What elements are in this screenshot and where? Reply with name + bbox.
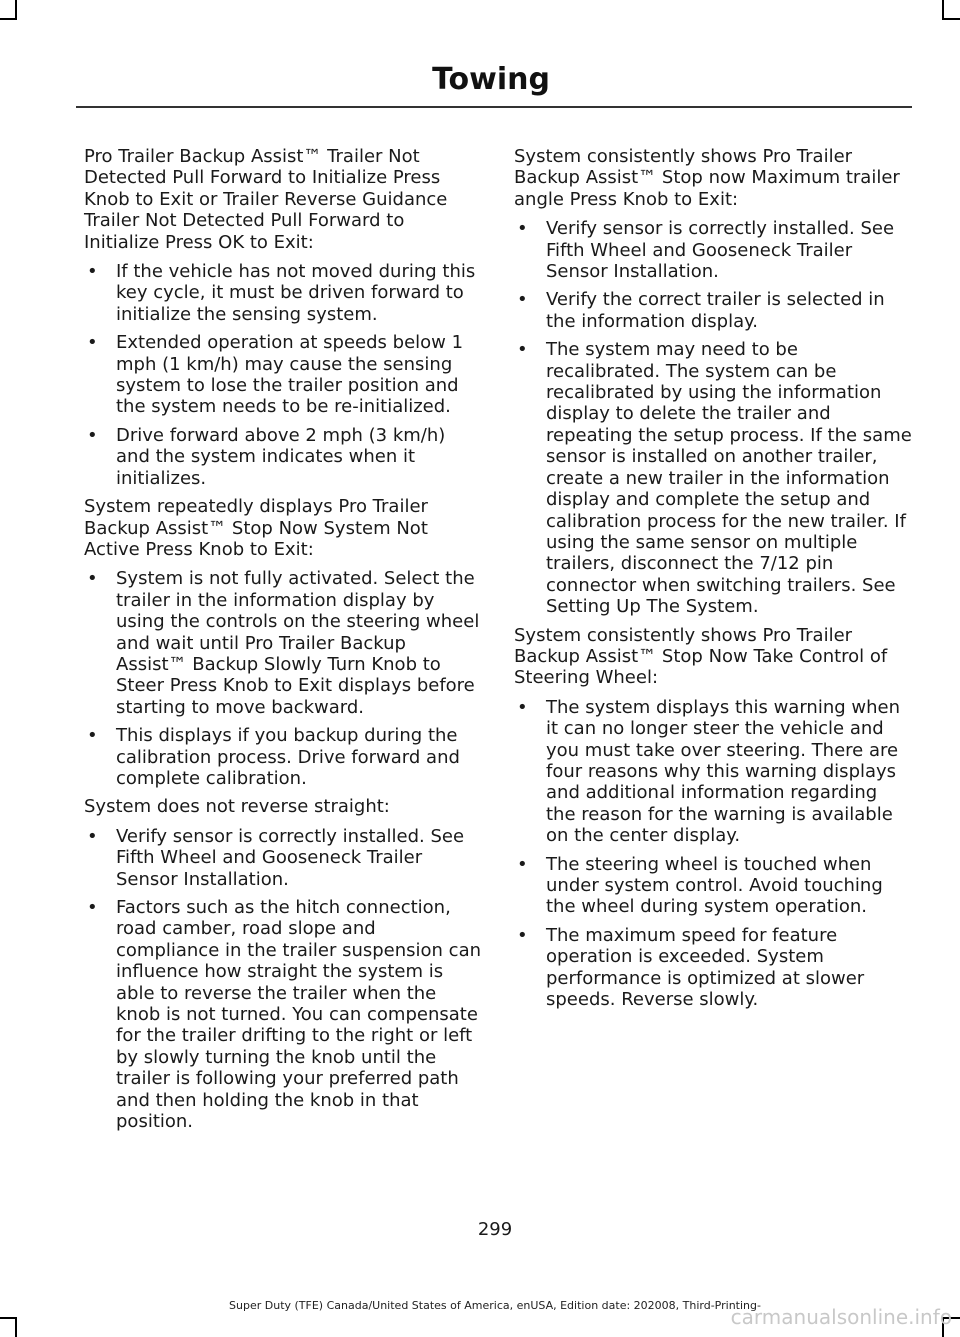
bullet-icon: • [517, 696, 528, 718]
bullet-list [514, 697, 912, 1011]
bullet-icon: • [517, 924, 528, 946]
crop-mark-top-left-h [0, 18, 16, 20]
list-item-text: If the vehicle has not moved during this key cycle, it must be driven forward to initialize the sensing system. [116, 261, 476, 325]
bullet-icon: • [87, 825, 98, 847]
edition-footer: Super Duty (TFE) Canada/United States of America, enUSA, Edition date: 202008, Third-Printing- [229, 1299, 761, 1312]
list-item [514, 925, 912, 1011]
bullet-icon: • [87, 568, 98, 590]
section-heading: Pro Trailer Backup Assist™ Trailer Not Detected Pull Forward to Initialize Press Knob to Exit or Trailer Reverse Guidance Trailer Not Detected Pull Forward to Initialize Press OK to Exit: [84, 146, 448, 253]
bullet-icon: • [517, 289, 528, 311]
crop-mark-top-right-h [943, 18, 960, 20]
right-column [514, 146, 912, 1017]
list-item-text: The system may need to be recalibrated. The system can be recalibrated by using the information display to delete the trailer and repeating the setup process. If the same sensor is installed on another trailer, create a new trailer in the information display and complete the setup and calibration process for the new trailer. If using the same sensor on multiple trailers, disconnect the 7/12 pin connector when switching trailers. See Setting Up The System. [546, 339, 912, 618]
crop-mark-bottom-left-h [0, 1317, 16, 1319]
left-column [84, 146, 482, 1139]
bullet-icon: • [87, 725, 98, 747]
list-item [84, 261, 482, 325]
list-item [84, 568, 482, 718]
bullet-icon: • [517, 339, 528, 361]
bullet-list [84, 826, 482, 1133]
list-item [514, 697, 912, 847]
list-item [514, 854, 912, 918]
watermark: carmanualsonline.info [730, 1305, 952, 1329]
page-title: Towing [432, 62, 550, 97]
list-item [514, 339, 912, 617]
bullet-list [84, 568, 482, 789]
list-item-text: Verify sensor is correctly installed. See Fifth Wheel and Gooseneck Trailer Sensor Installation. [116, 825, 465, 890]
list-item-text: The steering wheel is touched when under system control. Avoid touching the wheel during system operation. [546, 853, 883, 918]
list-item [514, 218, 912, 282]
list-item [84, 332, 482, 418]
crop-mark-top-left-v [15, 0, 17, 20]
bullet-icon: • [517, 853, 528, 875]
section-heading: System repeatedly displays Pro Trailer Backup Assist™ Stop Now System Not Active Press Knob to Exit: [84, 496, 428, 560]
bullet-icon: • [87, 897, 98, 918]
list-item-text: Verify sensor is correctly installed. See Fifth Wheel and Gooseneck Trailer Sensor Installation. [546, 218, 895, 283]
bullet-icon: • [87, 332, 98, 354]
section-heading: System consistently shows Pro Trailer Backup Assist™ Stop Now Take Control of Steering Wheel: [514, 624, 888, 689]
bullet-icon: • [87, 261, 98, 283]
list-item [84, 425, 482, 489]
list-item-text: The maximum speed for feature operation is exceeded. System performance is optimized at slower speeds. Reverse slowly. [546, 924, 865, 1011]
list-item-text: The system displays this warning when it can no longer steer the vehicle and you must take over steering. There are four reasons why this warning displays and additional information regarding the reason for the warning is available on the center display. [546, 696, 900, 847]
bullet-icon: • [517, 218, 528, 240]
list-item [84, 826, 482, 890]
bullet-list [84, 261, 482, 489]
crop-mark-top-right-v [942, 0, 944, 20]
list-item [514, 289, 912, 332]
header-divider [76, 106, 912, 108]
list-item-text: This displays if you backup during the calibration process. Drive forward and complete calibration. [116, 725, 460, 789]
list-item [84, 725, 482, 789]
list-item-text: System is not fully activated. Select the trailer in the information display by using the controls on the steering wheel and wait until Pro Trailer Backup Assist™ Backup Slowly Turn Knob to Steer Press Knob to Exit displays before starting to move backward. [116, 568, 480, 718]
list-item-text: Verify the correct trailer is selected in the information display. [546, 289, 885, 332]
section-heading: System does not reverse straight: [84, 796, 390, 818]
bullet-icon: • [87, 424, 98, 446]
page-number: 299 [477, 1219, 513, 1240]
list-item-text: Extended operation at speeds below 1 mph (1 km/h) may cause the sensing system to lose the trailer position and the system needs to be re-initialized. [116, 332, 464, 418]
list-item [84, 897, 482, 1132]
list-item-text: Factors such as the hitch connection, road camber, road slope and compliance in the trailer suspension can influence how straight the system is able to reverse the trailer when the knob is not turned. You can compensate for the trailer drifting to the right or left by slowly turning the knob until the trailer is following your preferred path and then holding the knob in that position. [116, 897, 482, 1133]
section-heading: System consistently shows Pro Trailer Backup Assist™ Stop now Maximum trailer angle Press Knob to Exit: [514, 146, 900, 210]
bullet-list [514, 218, 912, 617]
list-item-text: Drive forward above 2 mph (3 km/h) and the system indicates when it initializes. [116, 424, 446, 489]
crop-mark-bottom-left-v [15, 1317, 17, 1337]
